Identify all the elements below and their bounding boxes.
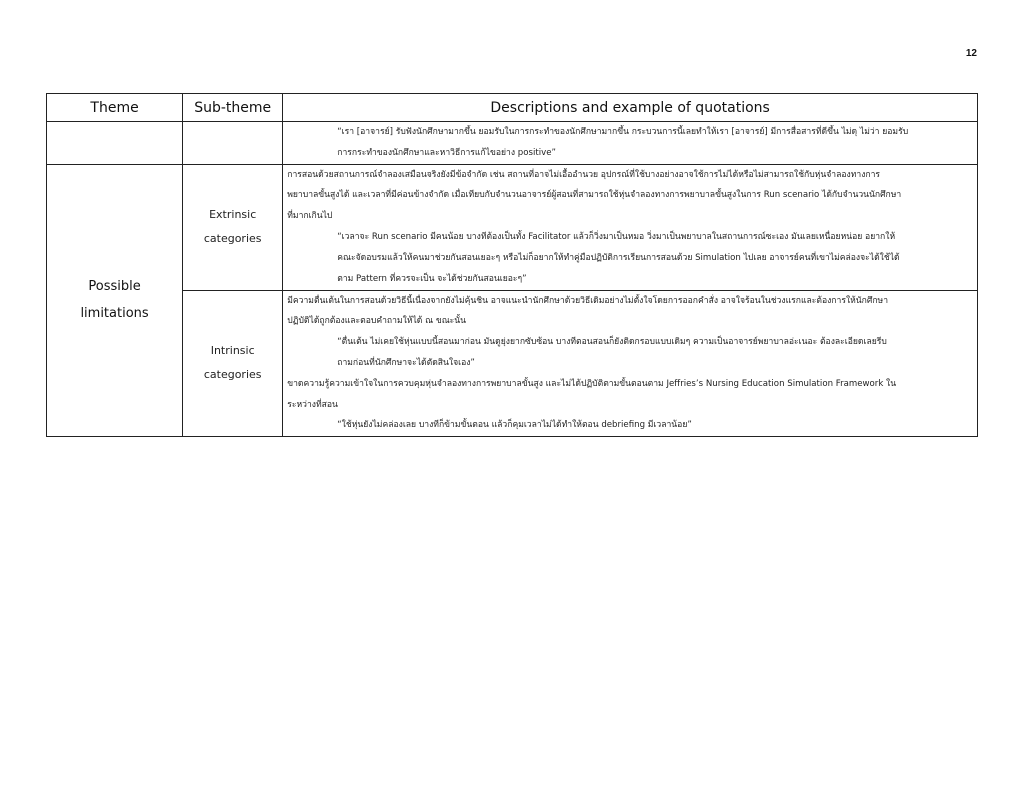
description-line: ที่มากเกินไป [287,211,333,222]
description-line: ถามก่อนที่นักศึกษาจะได้ตัดสินใจเอง” [337,357,475,368]
page-number: 12 [965,48,977,59]
description-line: ปฏิบัติได้ถูกต้องและตอบคำถามให้ได้ ณ ขณะนั้น [287,316,467,327]
description-line: “ใช้หุ่นยังไม่คล่องเลย บางทีก็ข้ามขั้นตอน แล้วก็คุมเวลาไม่ได้ทำให้ตอน debriefing มีเวลาน้อย” [337,420,692,431]
table-header-row [47,94,978,122]
description-line: “ตื่นเต้น ไม่เคยใช้หุ่นแบบนี้สอนมาก่อน มันดูยุ่งยากซับซ้อน บางทีตอนสอนก็ยังติดกรอบแบบเดิมๆ ความเป็นอาจารย์พยาบาลอ่ะเนอะ ต้องละเอียดเลยรีบ [337,337,887,348]
theme-cell-possible-limitations [47,164,183,437]
sub-theme-empty-cell [183,122,283,165]
description-line: ขาดความรู้ความเข้าใจในการควบคุมหุ่นจำลองทางการพยาบาลขั้นสูง และไม่ได้ปฏิบัติตามขั้นตอนตาม Jeffries’s Nursing Education Simulation Framework ใน [287,378,897,389]
description-cell [283,164,978,290]
description-line: พยาบาลขั้นสูงได้ และเวลาที่มีค่อนข้างจำกัด เมื่อเทียบกับจำนวนอาจารย์ผู้สอนที่สามารถใช้หุ่นจำลองทางการพยาบาลขั้นสูงในการ Run scenario ได้กับจำนวนนักศึกษา [287,190,902,201]
theme-label-line-1: Possible [88,279,141,295]
description-line: “เวลาจะ Run scenario มีคนน้อย บางทีต้องเป็นทั้ง Facilitator แล้วก็วิ่งมาเป็นหมอ วิ่งมาเป็นพยาบาลในสถานการณ์ซะเอง มันเลยเหนื่อยหน่อย อยากให้ [337,231,896,242]
sub-theme-extrinsic [183,164,283,290]
description-line: ตาม Pattern ที่ควรจะเป็น จะได้ช่วยกันสอนเยอะๆ” [337,273,527,284]
description-line: มีความตื่นเต้นในการสอนด้วยวิธีนี้เนื่องจากยังไม่คุ้นชิน อาจแนะนำนักศึกษาด้วยวิธีเดิมอย่างไม่ตั้งใจโดยการออกคำสั่ง อาจใจร้อนในช่วงแรกและต้องการให้นักศึกษา [287,295,889,306]
description-line: “เรา [อาจารย์] รับฟังนักศึกษามากขึ้น ยอมรับในการกระทำของนักศึกษามากขึ้น กระบวนการนี้เลยทำให้เรา [อาจารย์] มีการสื่อสารที่ดีขึ้น ไม่ดุ ไม่ว่า ยอมรับ [337,127,909,137]
table-row [47,122,978,165]
table-row [47,164,978,290]
sub-theme-label-line-2: categories [203,232,262,246]
description-line: ระหว่างที่สอน [287,399,338,410]
description-line: คณะจัดอบรมแล้วให้คนมาช่วยกันสอนเยอะๆ หรือไม่ก็อยากให้ทำคู่มือปฏิบัติการเรียนการสอนด้วย Simulation ไปเลย อาจารย์คนที่เขาไม่คล่องจะได้ใช้ได้ [337,252,900,263]
sub-theme-label-line-2: categories [203,368,262,382]
sub-theme-intrinsic [183,290,283,437]
header-descriptions: Descriptions and example of quotations [283,94,978,122]
quotations-table [46,93,978,437]
description-cell [283,290,978,437]
sub-theme-label-line-1: Extrinsic [209,208,257,222]
sub-theme-label-line-1: Intrinsic [210,344,255,358]
table-row [47,290,978,437]
theme-label-line-2: limitations [80,306,149,322]
description-line: การสอนด้วยสถานการณ์จำลองเสมือนจริงยังมีข้อจำกัด เช่น สถานที่อาจไม่เอื้ออำนวย อุปกรณ์ที่ใช้บางอย่างอาจใช้การไม่ได้หรือไม่สามารถใช้กับหุ่นจำลองทางการ [287,169,881,180]
header-sub-theme: Sub-theme [183,94,283,122]
description-line: การกระทำของนักศึกษาและหาวิธีการแก้ไขอย่าง positive” [337,147,556,158]
header-theme: Theme [47,94,183,122]
description-cell [283,122,978,165]
theme-empty-cell [47,122,183,165]
